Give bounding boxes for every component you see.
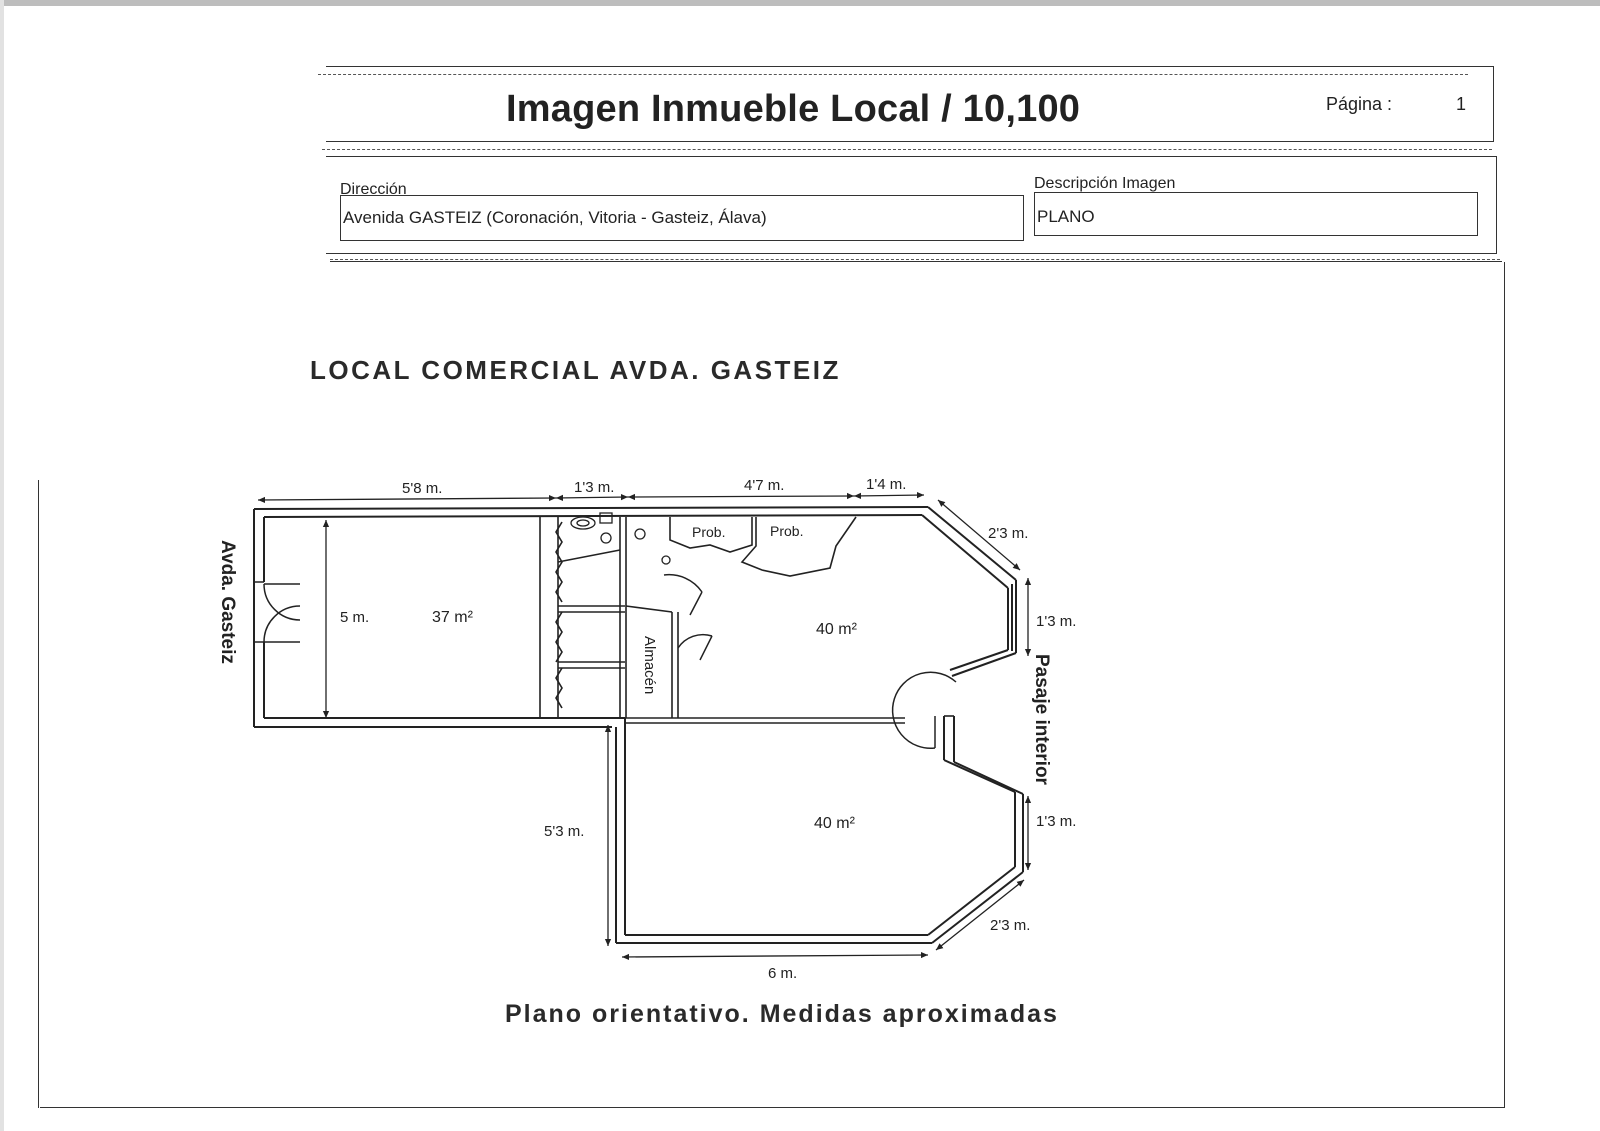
document-title: Imagen Inmueble Local / 10,100 [506, 88, 1081, 130]
room-toilet-2: Prob. [770, 523, 804, 539]
dim-top-4: 1'4 m. [866, 476, 907, 493]
street-pasaje-interior: Pasaje interior [1031, 654, 1052, 785]
dim-bottom-width: 6 m. [768, 965, 798, 982]
dim-right-diag-top: 2'3 m. [988, 525, 1029, 542]
room-back-area: 40 m² [816, 621, 857, 638]
room-storage: Almacén [641, 636, 658, 695]
page-label: Página : [1326, 94, 1393, 114]
address-field: Avenida GASTEIZ (Coronación, Vitoria - Gasteiz, Álava) [340, 195, 1024, 241]
dim-right-top: 1'3 m. [1036, 613, 1077, 630]
address-label: Dirección [340, 181, 407, 198]
dim-right-bottom: 1'3 m. [1036, 813, 1077, 830]
room-front-area: 37 m² [432, 609, 473, 626]
interior-walls [540, 517, 954, 723]
dim-top-3: 4'7 m. [744, 477, 785, 494]
dim-top-2: 1'3 m. [574, 479, 615, 496]
room-labels [432, 523, 858, 832]
street-avda-gasteiz: Avda. Gasteiz [217, 540, 238, 664]
dim-right-diag-bottom: 2'3 m. [990, 917, 1031, 934]
outer-walls [254, 507, 1023, 943]
plan-note: Plano orientativo. Medidas aproximadas [505, 1000, 1059, 1028]
dim-top-1: 5'8 m. [402, 480, 443, 497]
room-toilet-1: Prob. [692, 524, 726, 540]
plan-title: LOCAL COMERCIAL AVDA. GASTEIZ [310, 355, 841, 385]
image-description-field: PLANO [1034, 192, 1478, 236]
dim-front-height: 5 m. [340, 609, 370, 626]
dim-bottom-left: 5'3 m. [544, 823, 585, 840]
page-number: 1 [1456, 94, 1467, 114]
image-description-label: Descripción Imagen [1034, 175, 1176, 192]
room-bottom-area: 40 m² [814, 815, 855, 832]
